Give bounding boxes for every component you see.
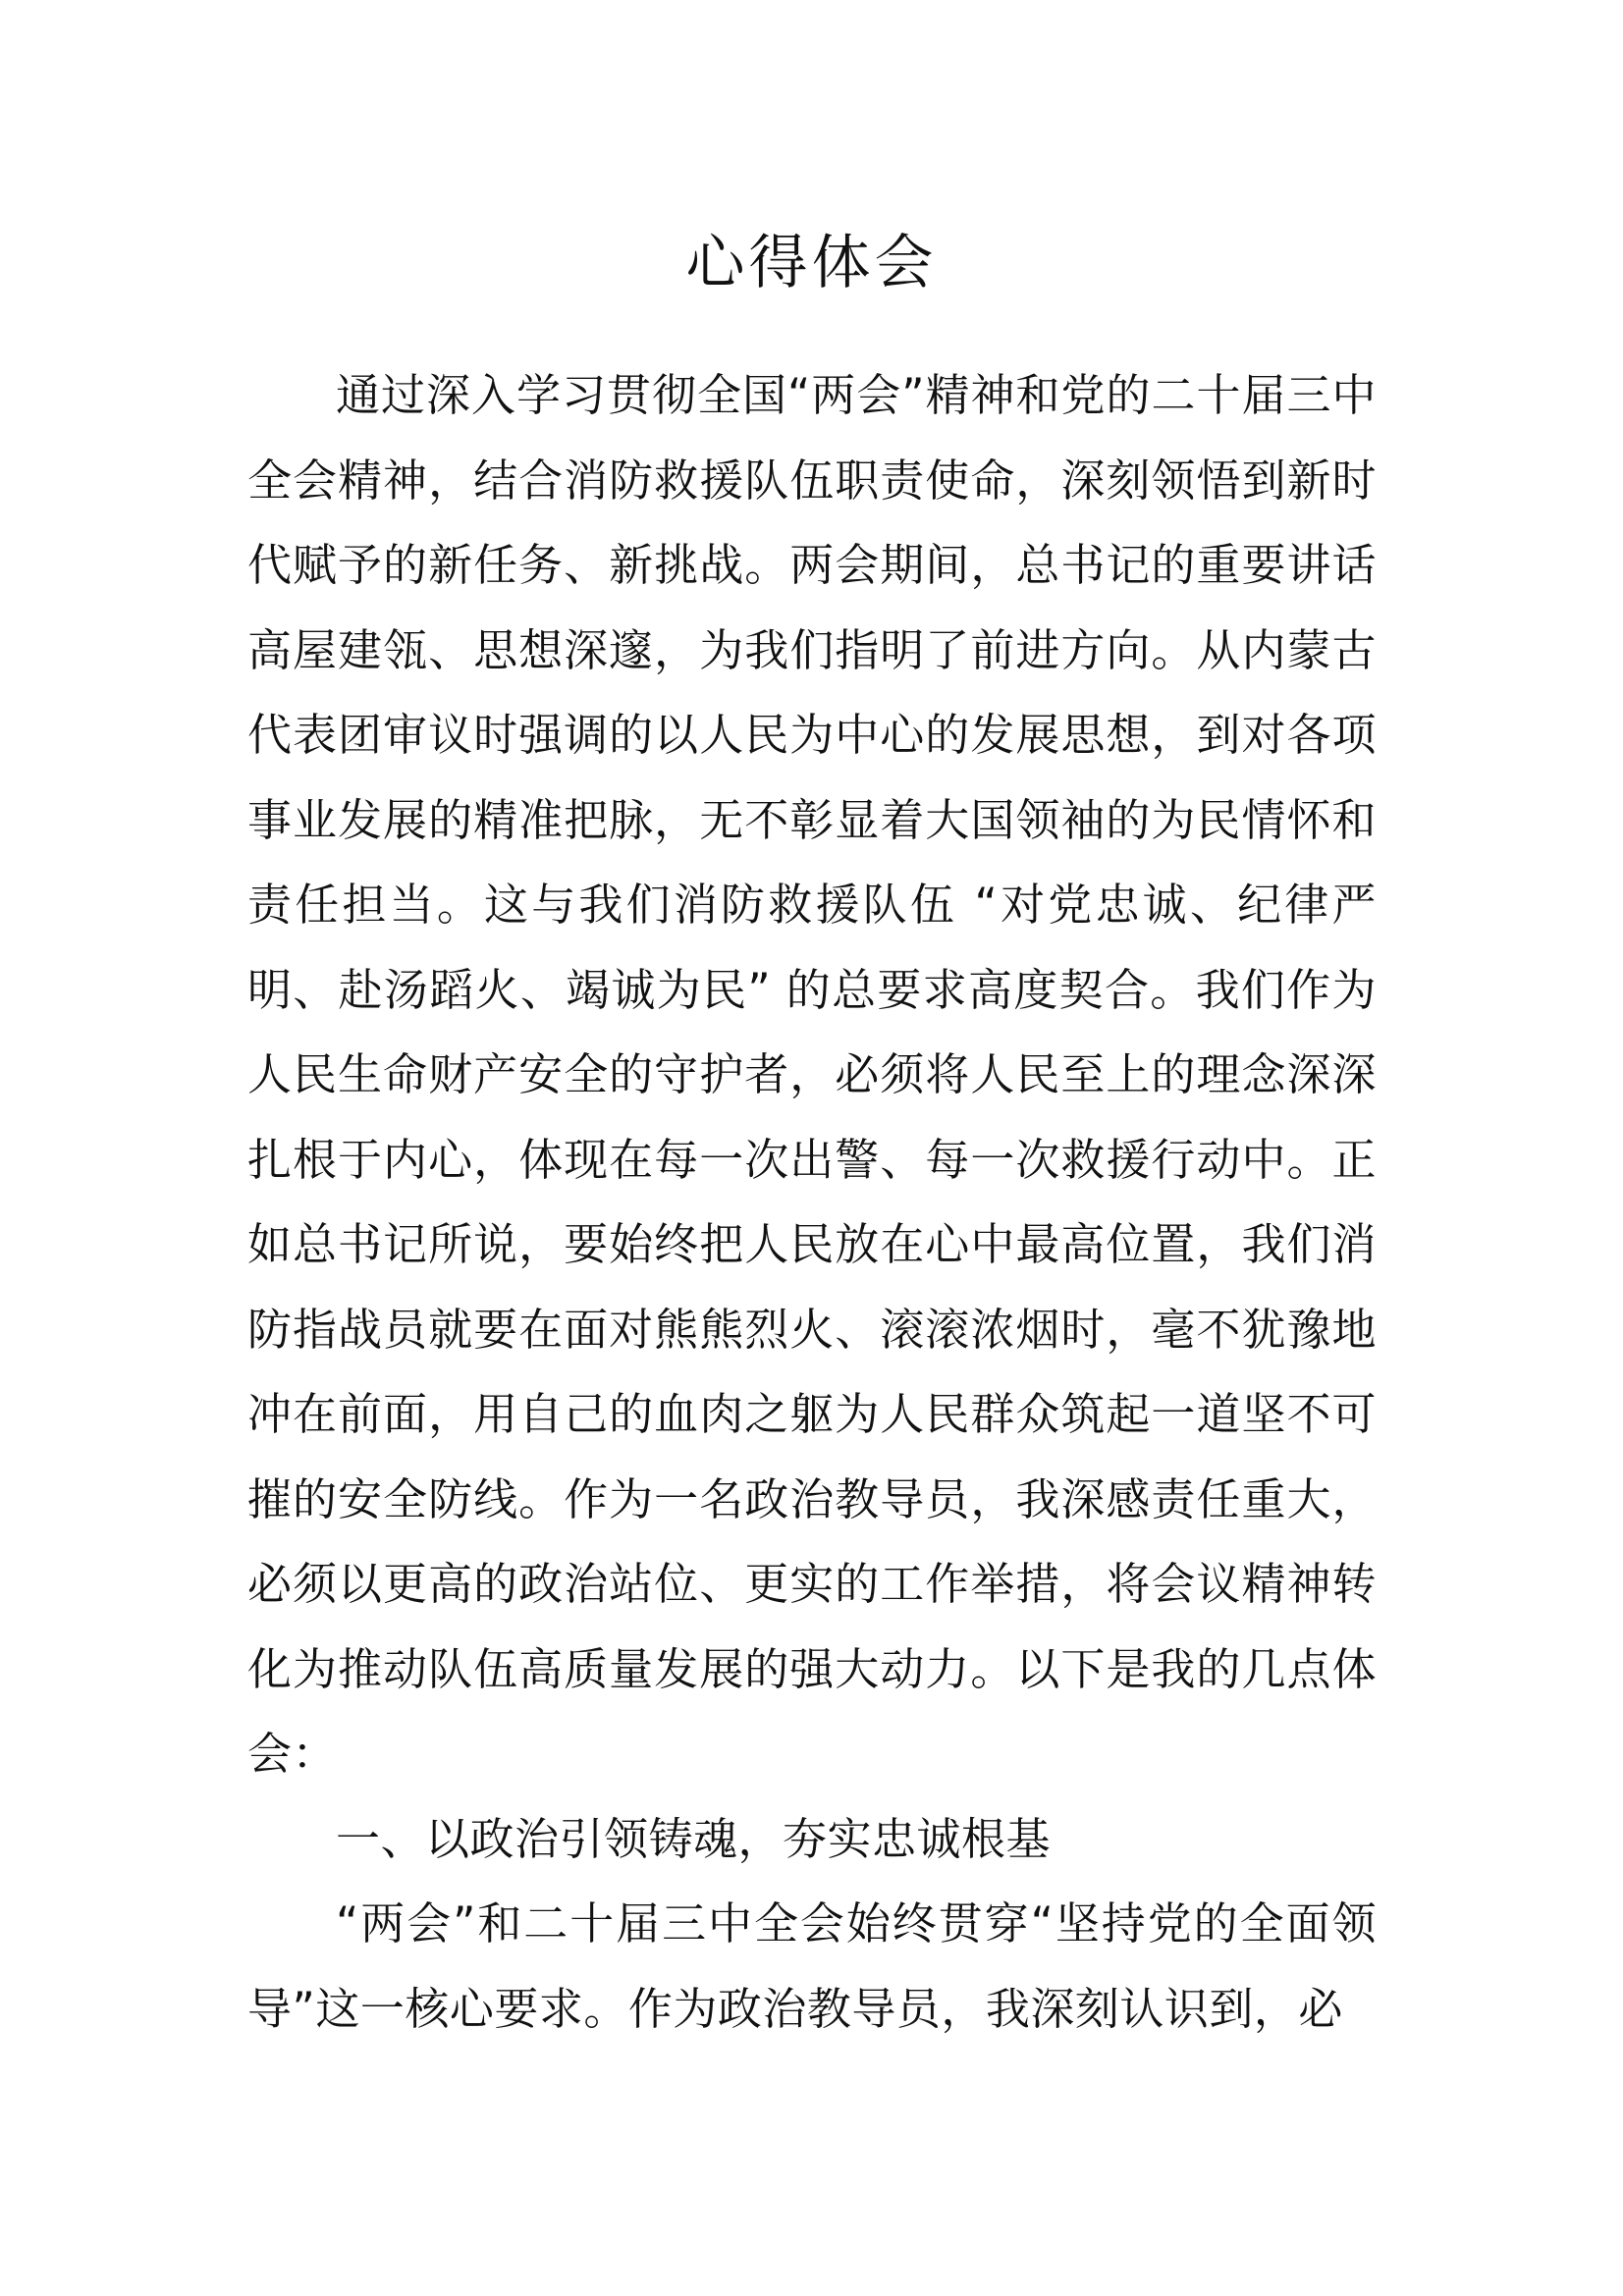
body-paragraph-section-1: “两会”和二十届三中全会始终贯穿“坚持党的全面领导”这一核心要求。作为政治教导员，我深刻认识到，必: [247, 1897, 1377, 2035]
document-body: [247, 353, 1377, 2052]
document-title: 心得体会: [685, 229, 938, 297]
section-heading-1: 一、以政治引领铸魂，夯实忠诚根基: [336, 1812, 1052, 1865]
body-paragraph-intro: 通过深入学习贯彻全国“两会”精神和党的二十届三中全会精神，结合消防救援队伍职责使命，深刻领悟到新时代赋予的新任务、新挑战。两会期间，总书记的重要讲话高屋建瓴、思想深邃，为我们指明了前进方向。从内蒙古代表团审议时强调的以人民为中心的发展思想，到对各项事业发展的精准把脉，无不彰显着大国领袖的为民情怀和责任担当。这与我们消防救援队伍 “对党忠诚、纪律严明、赴汤蹈火、竭诚为民” 的总要求高度契合。我们作为人民生命财产安全的守护者，必须将人民至上的理念深深扎根于内心，体现在每一次出警、每一次救援行动中。正如总书记所说，要始终把人民放在心中最高位置，我们消防指战员就要在面对熊熊烈火、滚滚浓烟时，毫不犹豫地冲在前面，用自己的血肉之躯为人民群众筑起一道坚不可摧的安全防线。作为一名政治教导员，我深感责任重大，必须以更高的政治站位、更实的工作举措，将会议精神转化为推动队伍高质量发展的强大动力。以下是我的几点体会：: [247, 369, 1377, 1780]
